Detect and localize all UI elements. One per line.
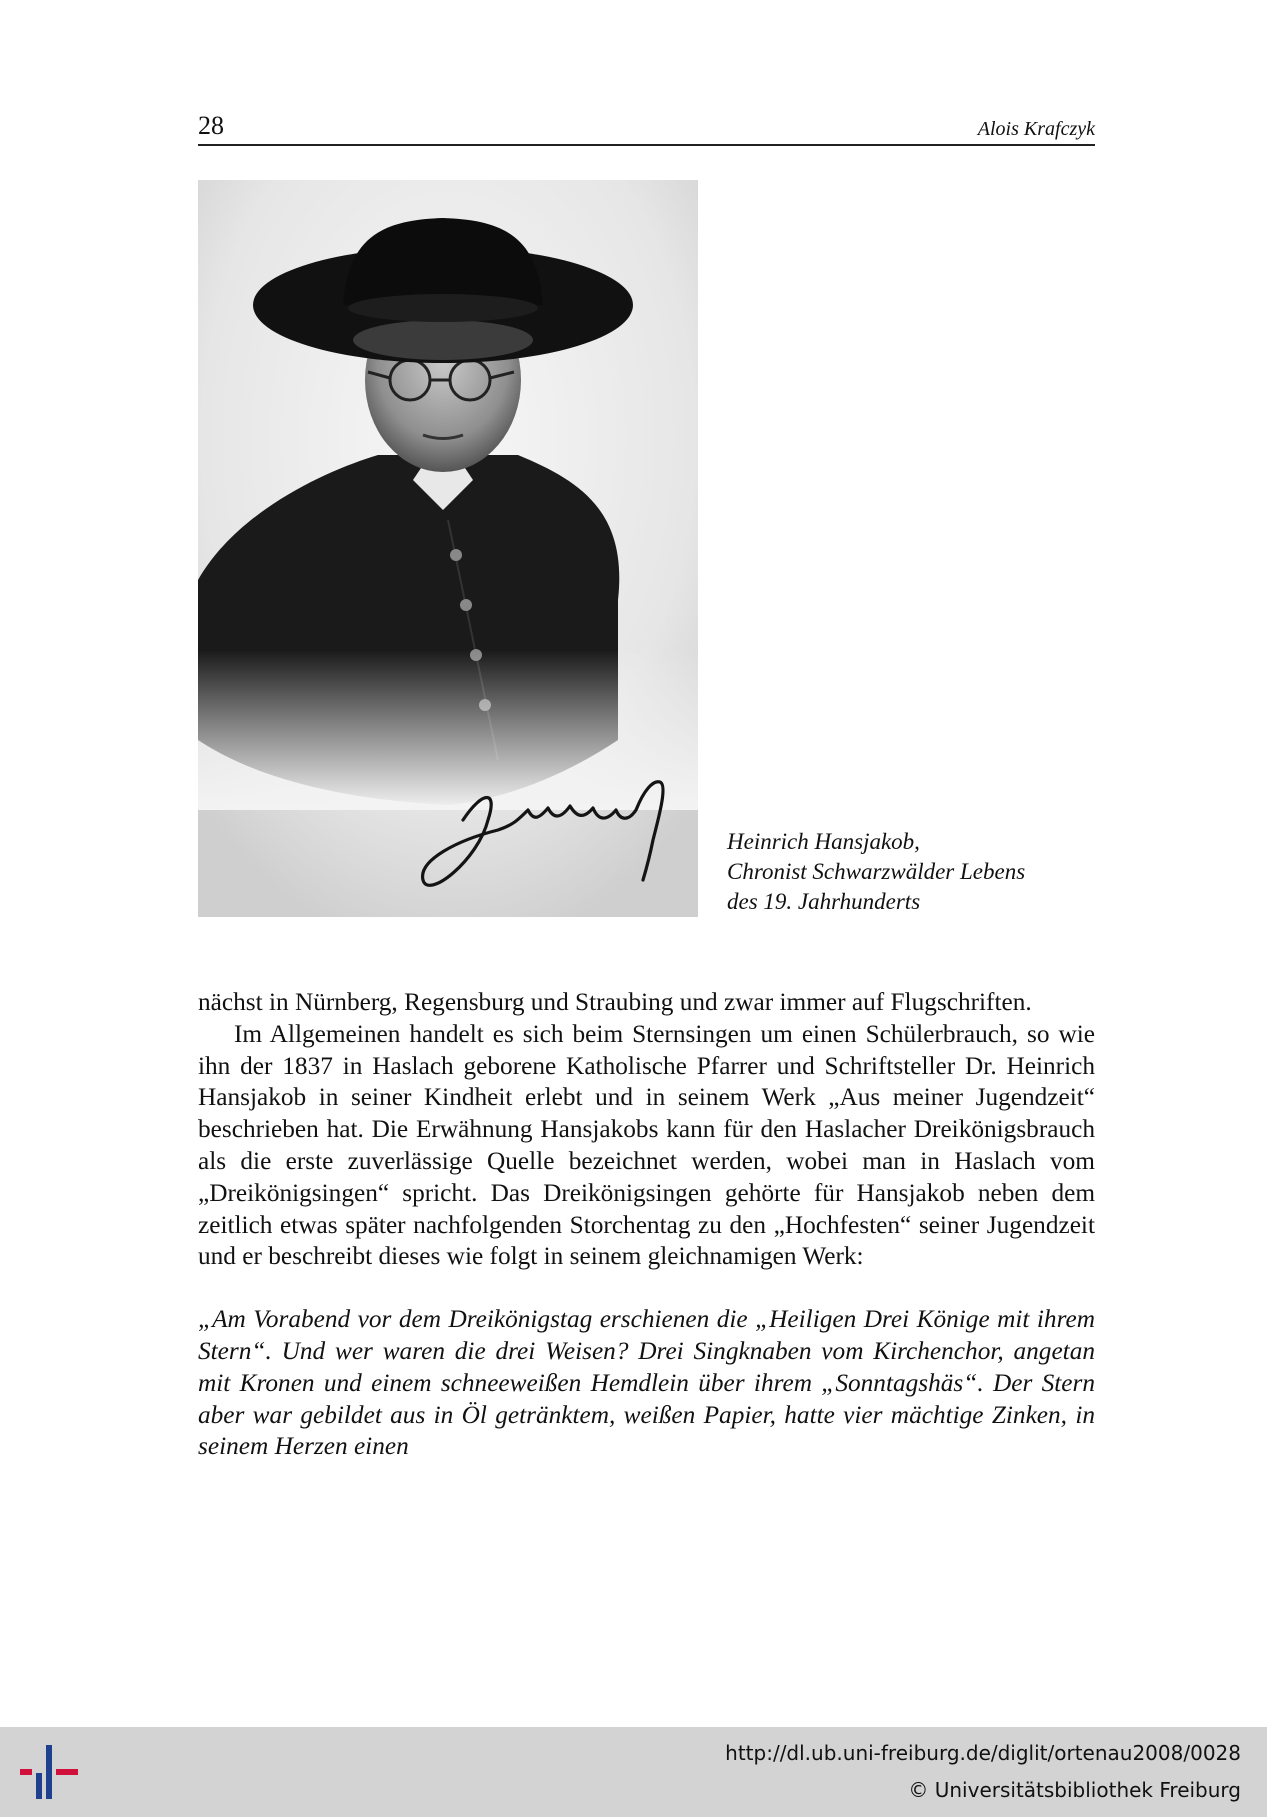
ub-freiburg-logo-icon <box>16 1739 82 1805</box>
block-quote: „Am Vorabend vor dem Dreikönigstag erschienen die „Heiligen Drei Könige mit ihrem Stern“. Und wer waren die drei Weisen? Drei Singknaben vom Kirchenchor, angetan mit Kronen und einem schneeweißen Hemdlein über ihrem „Sonntagshäs“. Der Stern aber war gebildet aus in Öl getränktem, weißen Papier, hatte vier mächtige Zinken, in seinem Herzen einen <box>198 1305 1095 1461</box>
header-rule <box>198 144 1095 146</box>
body-text <box>198 987 1095 1463</box>
footer-copyright: © Universitätsbibliothek Freiburg <box>908 1778 1241 1802</box>
portrait-photo <box>198 180 698 917</box>
caption-line: Heinrich Hansjakob, <box>727 829 920 854</box>
caption-line: des 19. Jahrhunderts <box>727 889 921 914</box>
portrait-illustration <box>198 180 698 917</box>
caption-line: Chronist Schwarzwälder Lebens <box>727 859 1026 884</box>
footer-url-link[interactable]: http://dl.ub.uni-freiburg.de/diglit/ortenau2008/0028 <box>725 1741 1241 1765</box>
body-paragraph: Im Allgemeinen handelt es sich beim Sternsingen um einen Schülerbrauch, so wie ihn der 1837 in Haslach geborene Katholische Pfarrer und Schriftsteller Dr. Heinrich Hansjakob in seiner Kindheit erlebt und in seinem Werk „Aus meiner Jugendzeit“ beschrieben hat. Die Erwähnung Hansjakobs kann für den Haslacher Dreikönigsbrauch als die erste zuverlässige Quelle bezeichnet werden, wobei man in Haslach vom „Dreikönigsingen“ spricht. Das Dreikönigsingen gehörte für Hansjakob neben dem zeitlich etwas später nachfolgenden Storchentag zu den „Hochfesten“ seiner Jugendzeit und er beschreibt dieses wie folgt in seinem gleichnamigen Werk: <box>198 1019 1095 1271</box>
figure-caption <box>727 827 1107 917</box>
page-number: 28 <box>198 111 224 140</box>
footer-bar <box>0 1727 1267 1817</box>
body-paragraph: nächst in Nürnberg, Regensburg und Straubing und zwar immer auf Flugschriften. <box>198 988 1032 1016</box>
running-head-author: Alois Krafczyk <box>977 118 1095 140</box>
